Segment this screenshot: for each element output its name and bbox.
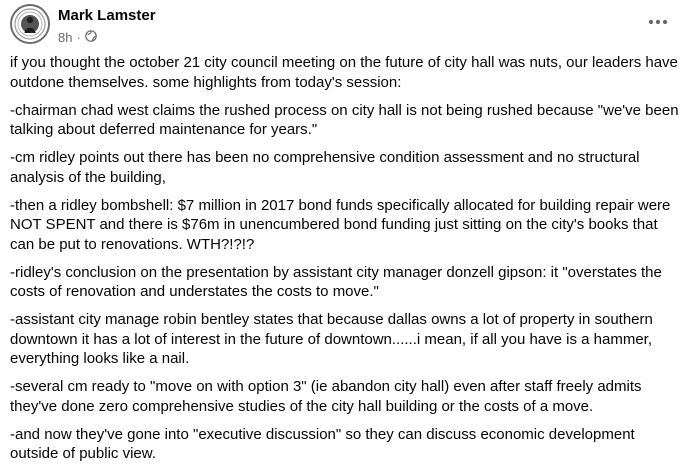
post-paragraph: -then a ridley bombshell: $7 million in 2017 bond funds specifically allocated for building repair were NOT SPENT and there is $76m in unencumbered bond funding just sitting on the city's books that can be put to renovations. WTH?!?!? — [10, 196, 671, 253]
post-content — [10, 53, 682, 472]
post-paragraph: -assistant city manage robin bentley states that because dallas owns a lot of property in southern downtown it has a lot of interest in the future of downtown......i mean, if all you have is a hammer, everything looks like a nail. — [10, 311, 653, 367]
post-meta — [58, 30, 97, 46]
avatar-image — [12, 6, 48, 42]
globe-icon — [85, 30, 97, 46]
post-header — [10, 4, 676, 48]
more-options-icon — [648, 19, 668, 25]
post-paragraph: -cm ridley points out there has been no comprehensive condition assessment and no structural analysis of the building, — [10, 149, 640, 186]
avatar[interactable] — [10, 4, 50, 44]
post-paragraph: -ridley's conclusion on the presentation by assistant city manager donzell gipson: it "overstates the costs of renovation and understates the costs to move." — [10, 263, 662, 300]
post-time[interactable]: 8h — [58, 30, 73, 45]
post-paragraph: -several cm ready to "move on with option 3" (ie abandon city hall) even after staff freely admits they've done zero comprehensive studies of the city hall building or the costs of a move. — [10, 378, 642, 415]
post-paragraph: -and now they've gone into "executive discussion" so they can discuss economic development outside of public view. — [10, 425, 635, 462]
post-paragraph: if you thought the october 21 city council meeting on the future of city hall was nuts, our leaders have outdone themselves. some highlights from today's session: — [10, 54, 678, 91]
more-options-button[interactable] — [640, 10, 676, 34]
meta-separator: · — [76, 30, 81, 45]
post-paragraph: -chairman chad west claims the rushed process on city hall is not being rushed because "we've been talking about deferred maintenance for years." — [10, 101, 679, 138]
author-name[interactable]: Mark Lamster — [58, 7, 156, 24]
